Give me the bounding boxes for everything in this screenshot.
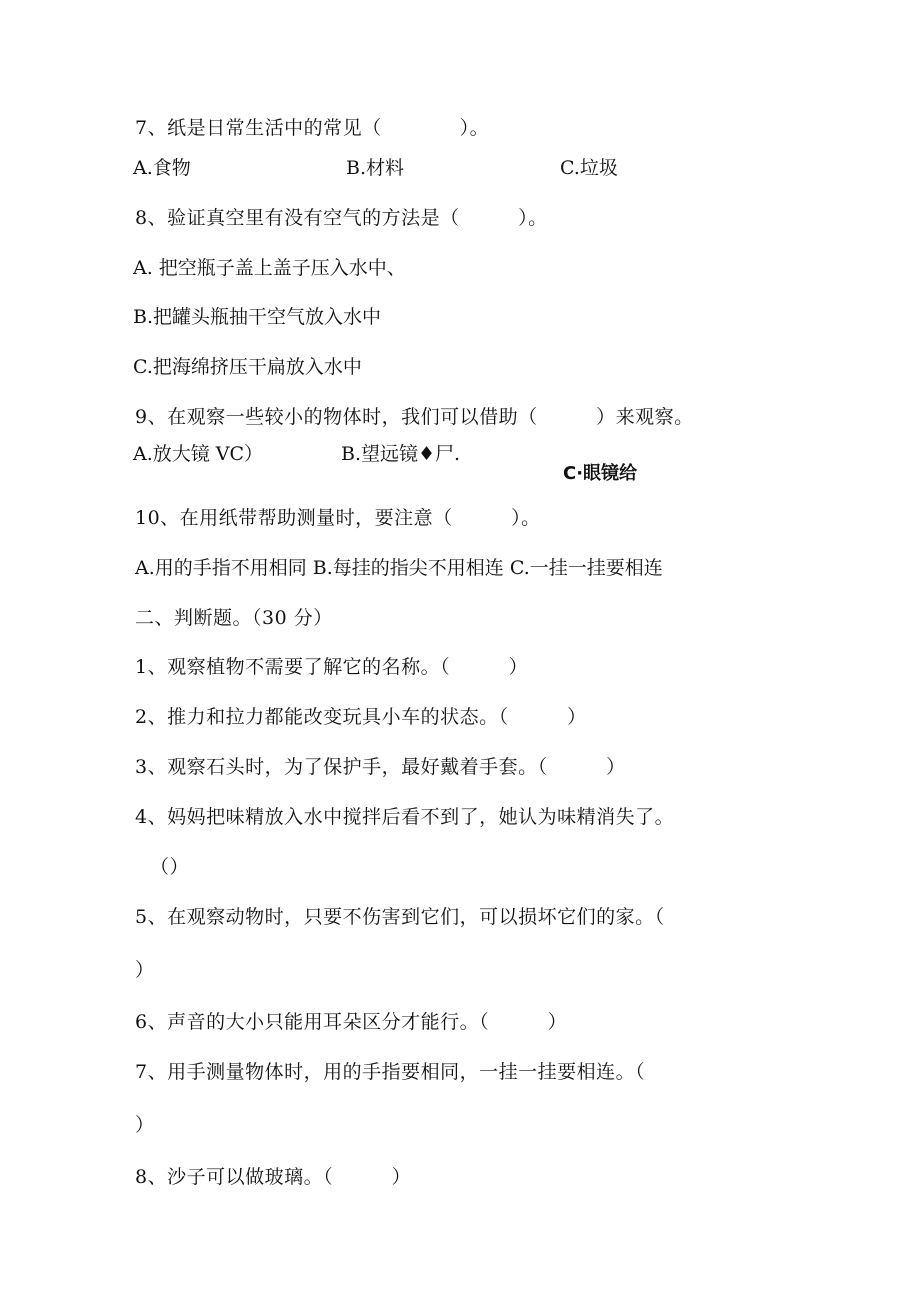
judge-item-2: 2、推力和拉力都能改变玩具小车的状态。（ ） [135, 706, 587, 728]
q8-option-c: C.把海绵挤压干扁放入水中 [133, 356, 362, 378]
q7-option-c: C.垃圾 [560, 157, 618, 179]
judge-item-4-bracket: （） [150, 856, 190, 878]
q8-option-b: B.把罐头瓶抽干空气放入水中 [133, 306, 382, 328]
judge-item-1: 1、观察植物不需要了解它的名称。（ ） [135, 656, 529, 678]
q8-stem: 8、验证真空里有没有空气的方法是（ ）。 [135, 207, 548, 229]
q10-options: A.用的手指不用相同 B.每挂的指尖不用相连 C.一挂一挂要相连 [135, 557, 663, 579]
q9-option-c: C·眼镜给 [563, 463, 638, 484]
judge-item-7: 7、用手测量物体时，用的手指要相同，一挂一挂要相连。（ [135, 1061, 646, 1083]
judge-item-4: 4、妈妈把味精放入水中搅拌后看不到了，她认为味精消失了。 [135, 806, 675, 828]
judge-item-6: 6、声音的大小只能用耳朵区分才能行。（ ） [135, 1011, 568, 1033]
q7-stem: 7、纸是日常生活中的常见（ ）。 [135, 117, 490, 139]
q8-option-a: A. 把空瓶子盖上盖子压入水中、 [133, 257, 406, 279]
judge-item-3: 3、观察石头时，为了保护手，最好戴着手套。（ ） [135, 756, 626, 778]
judge-item-8: 8、沙子可以做玻璃。（ ） [135, 1166, 412, 1188]
q9-option-b: B.望远镜♦尸. [341, 443, 461, 465]
judge-item-7-bracket: ） [135, 1114, 155, 1136]
q7-option-a: A.食物 [133, 157, 191, 179]
q7-option-b: B.材料 [346, 157, 405, 179]
q9-option-a: A.放大镜 VC） [133, 443, 264, 465]
section-2-heading: 二、判断题。（30 分） [135, 607, 333, 629]
q9-stem: 9、在观察一些较小的物体时，我们可以借助（ ）来观察。 [135, 406, 694, 428]
judge-item-5-bracket: ） [135, 959, 155, 981]
q10-stem: 10、在用纸带帮助测量时，要注意（ ）。 [135, 507, 541, 529]
judge-item-5: 5、在观察动物时，只要不伤害到它们，可以损坏它们的家。（ [135, 906, 665, 928]
